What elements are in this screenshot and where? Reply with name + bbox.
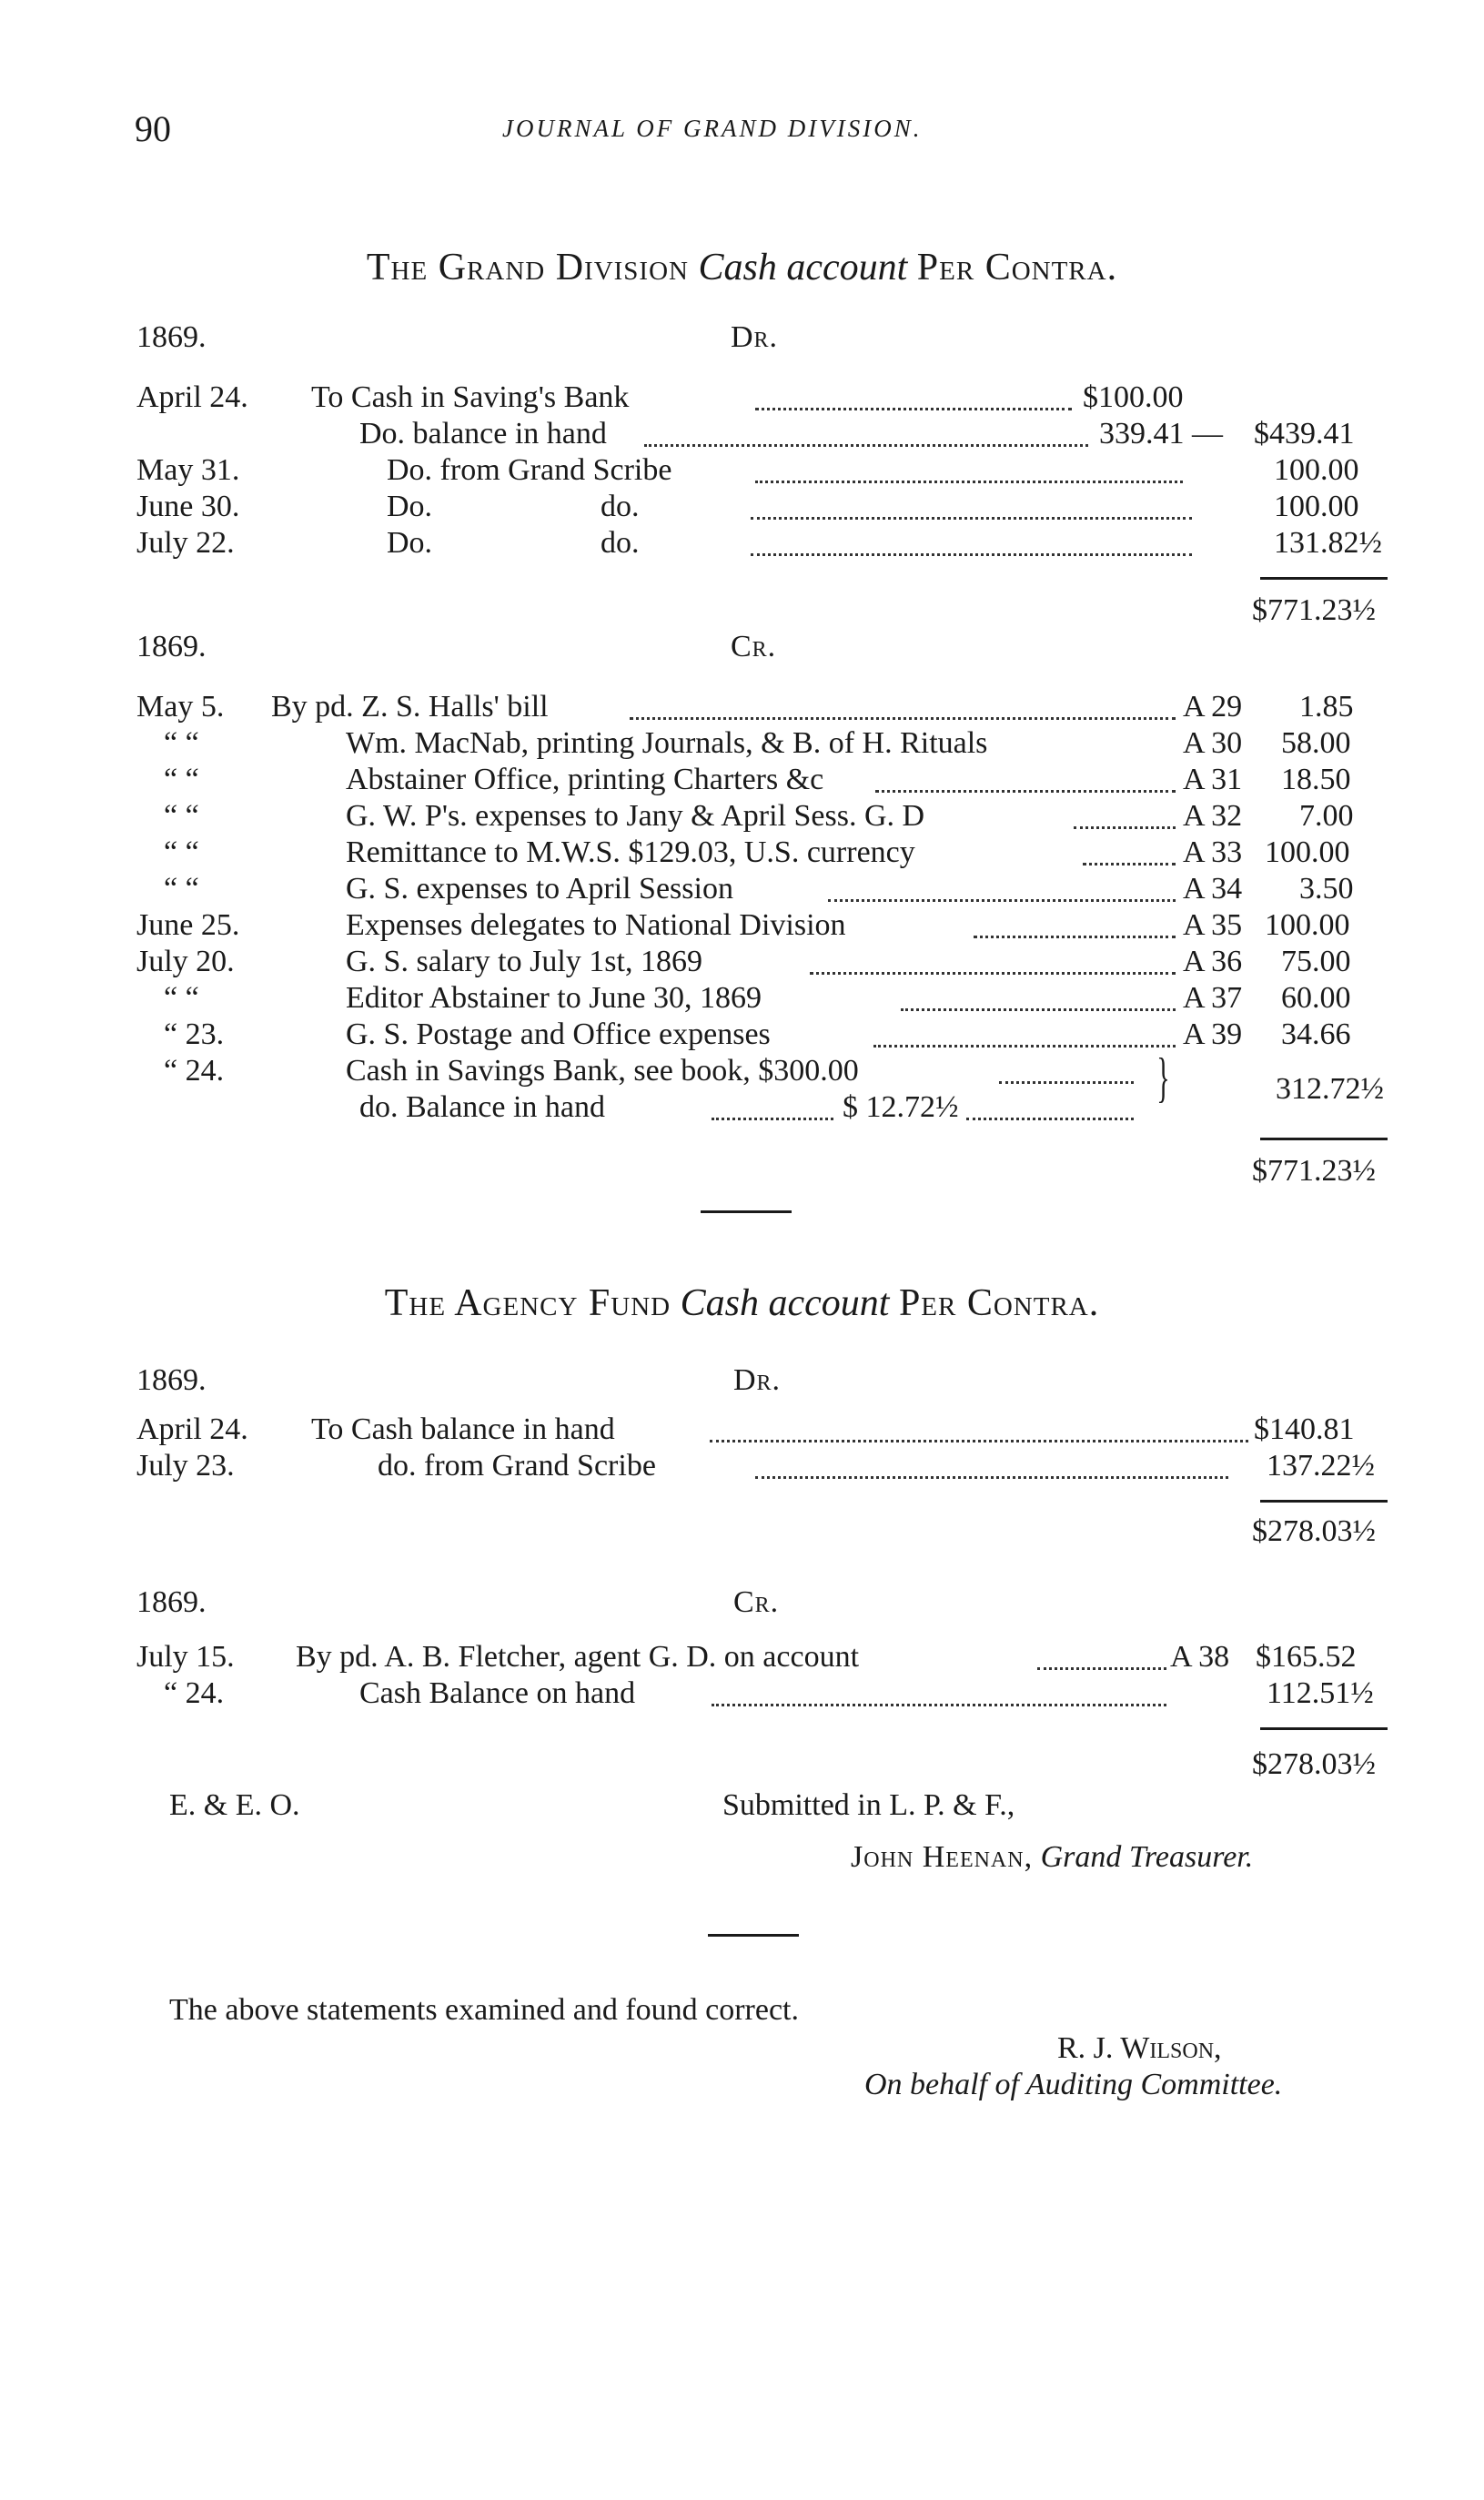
- gd-cr-label: Cr.: [731, 630, 777, 663]
- errors-excepted: E. & E. O.: [169, 1788, 300, 1822]
- auditor-name: R. J. Wilson,: [1057, 2031, 1222, 2065]
- gd-cr-row: June 25. Expenses delegates to National Division A 35 100.00: [136, 908, 1350, 942]
- brace-icon: }: [1156, 1048, 1170, 1108]
- gd-cr-row: do. Balance in hand $ 12.72½: [0, 1090, 1484, 1129]
- agency-fund-title: The Agency Fund Cash account Per Contra.: [384, 1282, 1100, 1324]
- af-dr-sum: $278.03½: [1252, 1514, 1376, 1548]
- gd-cr-sum: $771.23½: [1252, 1154, 1376, 1188]
- sum-rule: [1260, 1727, 1388, 1730]
- gd-cr-row: “ 24. Cash in Savings Bank, see book, $300.00: [0, 1054, 1484, 1092]
- page-number: 90: [135, 108, 171, 149]
- af-cr-sum: $278.03½: [1252, 1747, 1376, 1781]
- af-cr-row: “ 24. Cash Balance on hand 112.51½: [164, 1676, 1374, 1710]
- af-cr-row: July 15. By pd. A. B. Fletcher, agent G. D. on account A 38 $165.52: [136, 1640, 1357, 1674]
- submitted-line: Submitted in L. P. & F.,: [722, 1788, 1015, 1822]
- sum-rule: [1260, 1500, 1388, 1503]
- gd-cr-row: “ “ Abstainer Office, printing Charters &c A 31 18.50: [164, 763, 1351, 796]
- section-divider: [701, 1210, 792, 1213]
- grand-division-title: The Grand Division Cash account Per Contra.: [366, 247, 1118, 288]
- auditor-role: On behalf of Auditing Committee.: [864, 2068, 1283, 2101]
- gd-dr-year: 1869.: [136, 320, 207, 354]
- gd-cr-row: “ “ G. S. expenses to April Session A 34 3.50: [164, 872, 1354, 906]
- gd-dr-row: April 24. To Cash in Saving's Bank $100.00: [136, 380, 1184, 414]
- gd-dr-row: July 22. Do. do. 131.82½: [136, 526, 1382, 560]
- af-dr-row: July 23. do. from Grand Scribe 137.22½: [136, 1449, 1375, 1483]
- gd-cr-row: July 20. G. S. salary to July 1st, 1869 A 36 75.00: [136, 945, 1351, 978]
- af-dr-label: Dr.: [733, 1363, 782, 1397]
- gd-dr-sum: $771.23½: [1252, 593, 1376, 627]
- gd-cr-row: “ 23. G. S. Postage and Office expenses A 39 34.66: [164, 1017, 1351, 1051]
- gd-cr-bracket-total: 312.72½: [1276, 1072, 1384, 1106]
- af-cr-label: Cr.: [733, 1585, 780, 1619]
- af-dr-year: 1869.: [136, 1363, 207, 1397]
- gd-cr-row: “ “ Wm. MacNab, printing Journals, & B. of H. Rituals A 30 58.00: [164, 726, 1351, 760]
- gd-dr-label: Dr.: [731, 320, 779, 354]
- sum-rule: [1260, 1138, 1388, 1140]
- sum-rule: [1260, 577, 1388, 580]
- running-title: JOURNAL OF GRAND DIVISION.: [502, 115, 923, 142]
- af-cr-year: 1869.: [136, 1585, 207, 1619]
- af-dr-row: April 24. To Cash balance in hand $140.81: [136, 1412, 1355, 1446]
- gd-dr-row: Do. balance in hand 339.41 — $439.41: [359, 417, 1355, 450]
- gd-cr-row: “ “ Remittance to M.W.S. $129.03, U.S. currency A 33 100.00: [164, 835, 1350, 869]
- gd-cr-row: “ “ Editor Abstainer to June 30, 1869 A 37 60.00: [164, 981, 1351, 1015]
- audit-statement: The above statements examined and found correct.: [169, 1993, 800, 2027]
- treasurer-signature: John Heenan, Grand Treasurer.: [851, 1840, 1254, 1874]
- gd-dr-row: June 30. Do. do. 100.00: [136, 490, 1359, 523]
- gd-cr-row: May 5. By pd. Z. S. Halls' bill A 29 1.85: [136, 690, 1354, 724]
- gd-cr-row: “ “ G. W. P's. expenses to Jany & April Sess. G. D A 32 7.00: [164, 799, 1354, 833]
- section-divider: [708, 1934, 799, 1937]
- gd-cr-year: 1869.: [136, 630, 207, 663]
- gd-dr-row: May 31. Do. from Grand Scribe 100.00: [136, 453, 1359, 487]
